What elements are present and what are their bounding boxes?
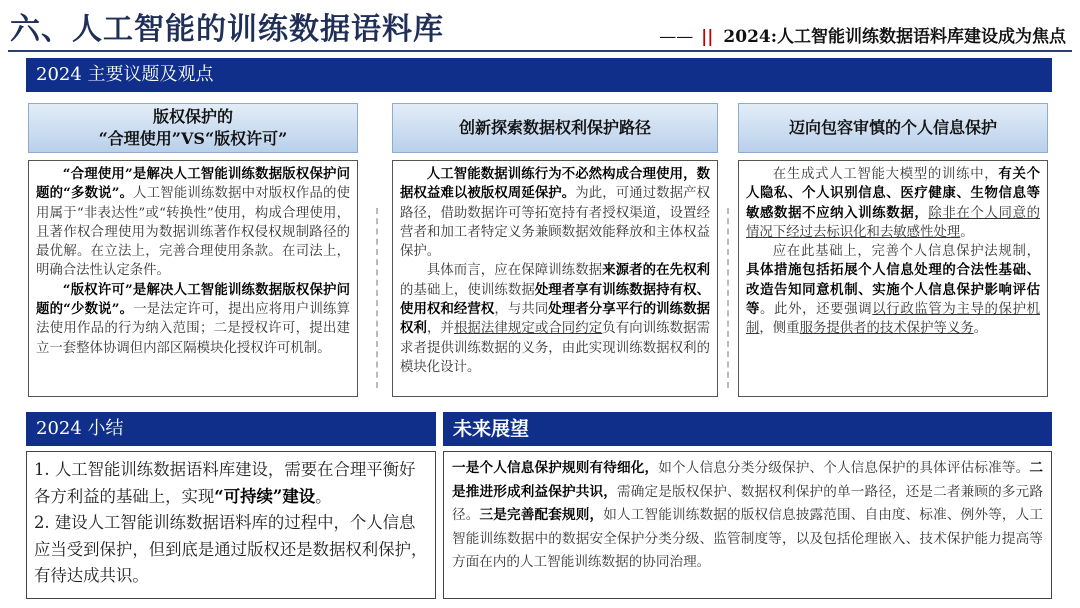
body-text: ，侧重 <box>759 321 800 337</box>
bold-text: “版权许可”是解决人工智能训练数据版权保护问题的“少数说”。 <box>36 281 350 318</box>
bold-text: 有关个人隐私、个人识别信息、医疗健康、生物信息等敏感数据不应纳入训练数据， <box>746 166 1041 221</box>
body-text: 。 <box>960 224 974 240</box>
summary-item: 2. 建设人工智能训练数据语料库的过程中，个人信息应当受到保护，但到底是通过版权还是数据权利保护，有待达成共识。 <box>34 513 428 585</box>
bold-text: 处理者分享平行的训练数据权利 <box>400 301 711 337</box>
column-heading-personal-info: 迈向包容审慎的个人信息保护 <box>738 103 1048 153</box>
bold-text: 一是个人信息保护规则有待细化， <box>452 460 659 476</box>
summary-body <box>26 451 436 599</box>
bold-text: 二是推进形成利益保护共识， <box>452 460 1044 500</box>
subtitle-bars: || <box>701 27 714 47</box>
underlined-text: 服务提供者的技术保护等义务 <box>799 321 974 337</box>
page-subtitle <box>659 22 1066 47</box>
title-rule <box>8 50 1072 52</box>
body-text: ，并 <box>426 321 454 337</box>
paragraph <box>400 261 710 377</box>
bold-text: 来源者的在先权利 <box>602 262 711 279</box>
body-text: 1. 人工智能训练数据语料库建设，需要在合理平衡好各方利益的基础上，实现 <box>34 460 416 506</box>
section-band-topics: 2024 主要议题及观点 <box>26 58 1052 92</box>
column-heading-copyright <box>28 103 358 153</box>
paragraph <box>746 165 1040 242</box>
body-text: 为此，可通过数据产权路径，借助数据许可等拓宽持有者授权渠道，设置经营者和加工者特定义务兼顾数据效能释放和主体权益保护。 <box>400 186 711 260</box>
paragraph <box>36 281 350 358</box>
body-text: ，与共同 <box>494 302 549 318</box>
underlined-text: 除非在个人同意的情况下经过去标识化和去敏感性处理 <box>746 205 1041 240</box>
body-text: 需确定是版权保护、数据权利保护的单一路径，还是二者兼顾的多元路径。 <box>452 483 1044 523</box>
body-text: 在生成式人工智能大模型的训练中， <box>772 167 999 182</box>
bold-text: 三是完善配套规则， <box>479 507 604 523</box>
body-text: 应在此基础上，完善个人信息保护法规制， <box>772 244 1040 260</box>
body-text: 如个人信息分类分级保护、个人信息保护的具体评估标准等。 <box>658 460 1030 476</box>
column-heading-data-rights: 创新探索数据权利保护路径 <box>392 103 718 153</box>
bold-text: 处理者享有训练数据持有权、使用权和经营权 <box>400 281 711 318</box>
bold-text: “合理使用”是解决人工智能训练数据版权保护问题的“多数说”。 <box>36 166 350 202</box>
underlined-text: 以行政监管为主导的保护机制 <box>746 302 1041 337</box>
body-text: 如人工智能训练数据的版权信息披露范围、自由度、标准、例外等，人工智能训练数据中的数据安全保护分类分级、监管制度等，以及包括伦理嵌入、技术保护能力提高等方面在内的人工智能训练数据的协同治理。 <box>452 507 1044 570</box>
column-body-personal-info <box>738 160 1048 397</box>
paragraph <box>746 242 1040 338</box>
bold-text: 具体措施包括拓展个人信息处理的合法性基础、改造告知同意机制、实施个人信息保护影响评估等 <box>746 262 1040 318</box>
summary-item <box>34 457 428 510</box>
body-text: 人工智能训练数据中对版权作品的使用属于“非表达性”或“转换性”使用，构成合理使用，且著作权合理使用为数据训练著作权侵权规制路径的最优解。在立法上，完善合理使用条款。在司法上，明确合法性认定条件。 <box>36 186 350 279</box>
subtitle-text: 2024:人工智能训练数据语料库建设成为焦点 <box>723 27 1066 47</box>
section-band-summary: 2024 小结 <box>26 412 436 446</box>
body-text: 负有向训练数据需求者提供训练数据的义务，由此实现训练数据权利的模块化设计。 <box>400 321 711 375</box>
section-band-outlook: 未来展望 <box>443 412 1052 446</box>
subtitle-dash: —— <box>659 27 694 47</box>
body-text: 具体而言，应在保障训练数据 <box>426 263 603 279</box>
column-body-copyright <box>28 160 358 397</box>
body-text: 一是法定许可，提出应将用户训练算法使用作品的行为纳入范围；二是授权许可，提出建立一套整体协调但内部区隔模块化授权许可机制。 <box>36 302 350 356</box>
bold-text: “可持续”建设 <box>214 486 316 506</box>
column-body-data-rights <box>392 160 718 397</box>
dashed-divider <box>727 208 729 388</box>
paragraph <box>400 165 710 261</box>
outlook-body <box>443 451 1052 599</box>
column-heading-copyright-line2: “合理使用”VS“版权许可” <box>98 129 288 148</box>
paragraph <box>36 165 350 281</box>
body-text: 。此外，还要强调 <box>760 302 873 318</box>
body-text: 。 <box>315 486 332 506</box>
body-text: 的基础上，使训练数据 <box>400 282 535 298</box>
bold-text: 人工智能数据训练行为不必然构成合理使用，数据权益难以被版权周延保护。 <box>400 166 710 202</box>
page-title: 六、人工智能的训练数据语料库 <box>10 12 444 47</box>
underlined-text: 根据法律规定或合同约定 <box>453 321 603 337</box>
column-heading-copyright-line1: 版权保护的 <box>152 107 233 126</box>
body-text: 。 <box>973 321 988 337</box>
dashed-divider <box>376 208 378 388</box>
